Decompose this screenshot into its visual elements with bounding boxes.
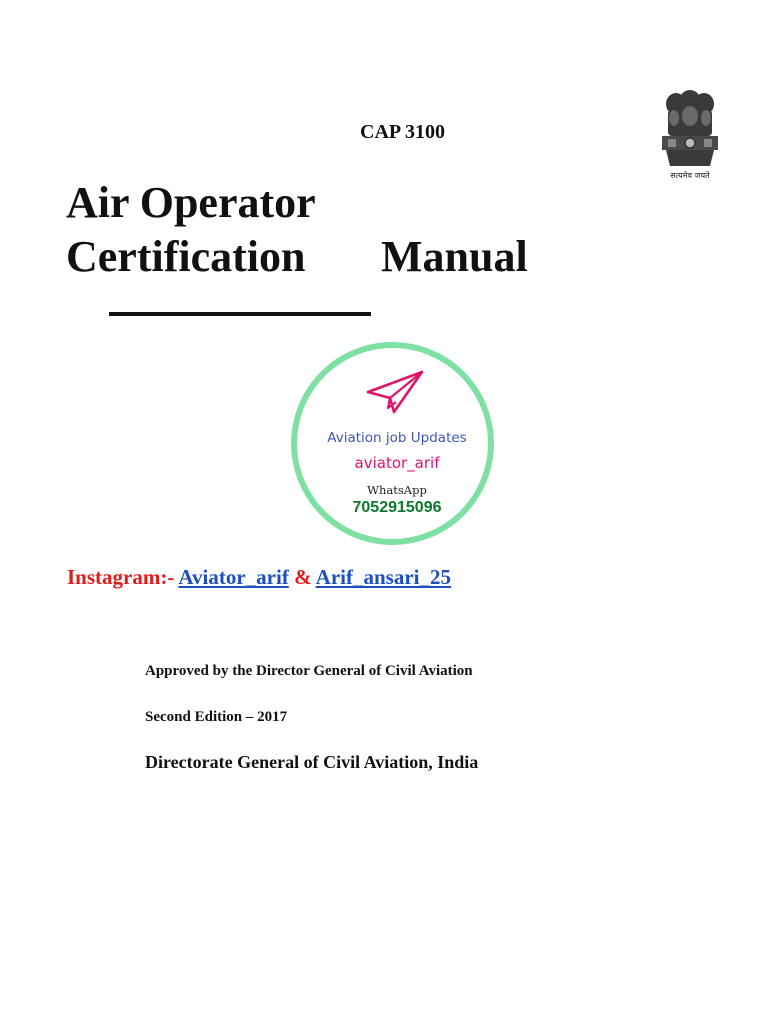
approval-statement: Approved by the Director General of Civil Aviation <box>145 663 473 679</box>
issuing-authority: Directorate General of Civil Aviation, India <box>145 752 479 772</box>
emblem-motto: सत्यमेव जयते <box>670 171 710 180</box>
logo-phone-number: 7052915096 <box>352 499 442 516</box>
instagram-separator: & <box>294 565 312 589</box>
logo-handle: aviator_arif <box>354 454 440 472</box>
instagram-label: Instagram:- <box>67 565 175 589</box>
national-emblem <box>654 90 726 186</box>
logo-title: Aviation job Updates <box>327 430 467 446</box>
national-emblem-icon <box>654 90 726 170</box>
aviation-job-updates-logo <box>288 340 506 548</box>
document-title-line1: Air Operator <box>66 178 316 227</box>
cap-number: CAP 3100 <box>360 121 445 143</box>
instagram-link-aviator-arif[interactable]: Aviator_arif <box>178 565 289 589</box>
edition-statement: Second Edition – 2017 <box>145 709 288 725</box>
instagram-link-arif-ansari[interactable]: Arif_ansari_25 <box>315 565 451 589</box>
document-title-line2: Certification <box>66 232 306 281</box>
instagram-line <box>67 565 451 590</box>
logo-whatsapp-label: WhatsApp <box>367 483 427 497</box>
document-title-manual: Manual <box>381 232 528 281</box>
paper-plane-icon <box>366 370 426 416</box>
title-underline-rule <box>109 312 371 316</box>
